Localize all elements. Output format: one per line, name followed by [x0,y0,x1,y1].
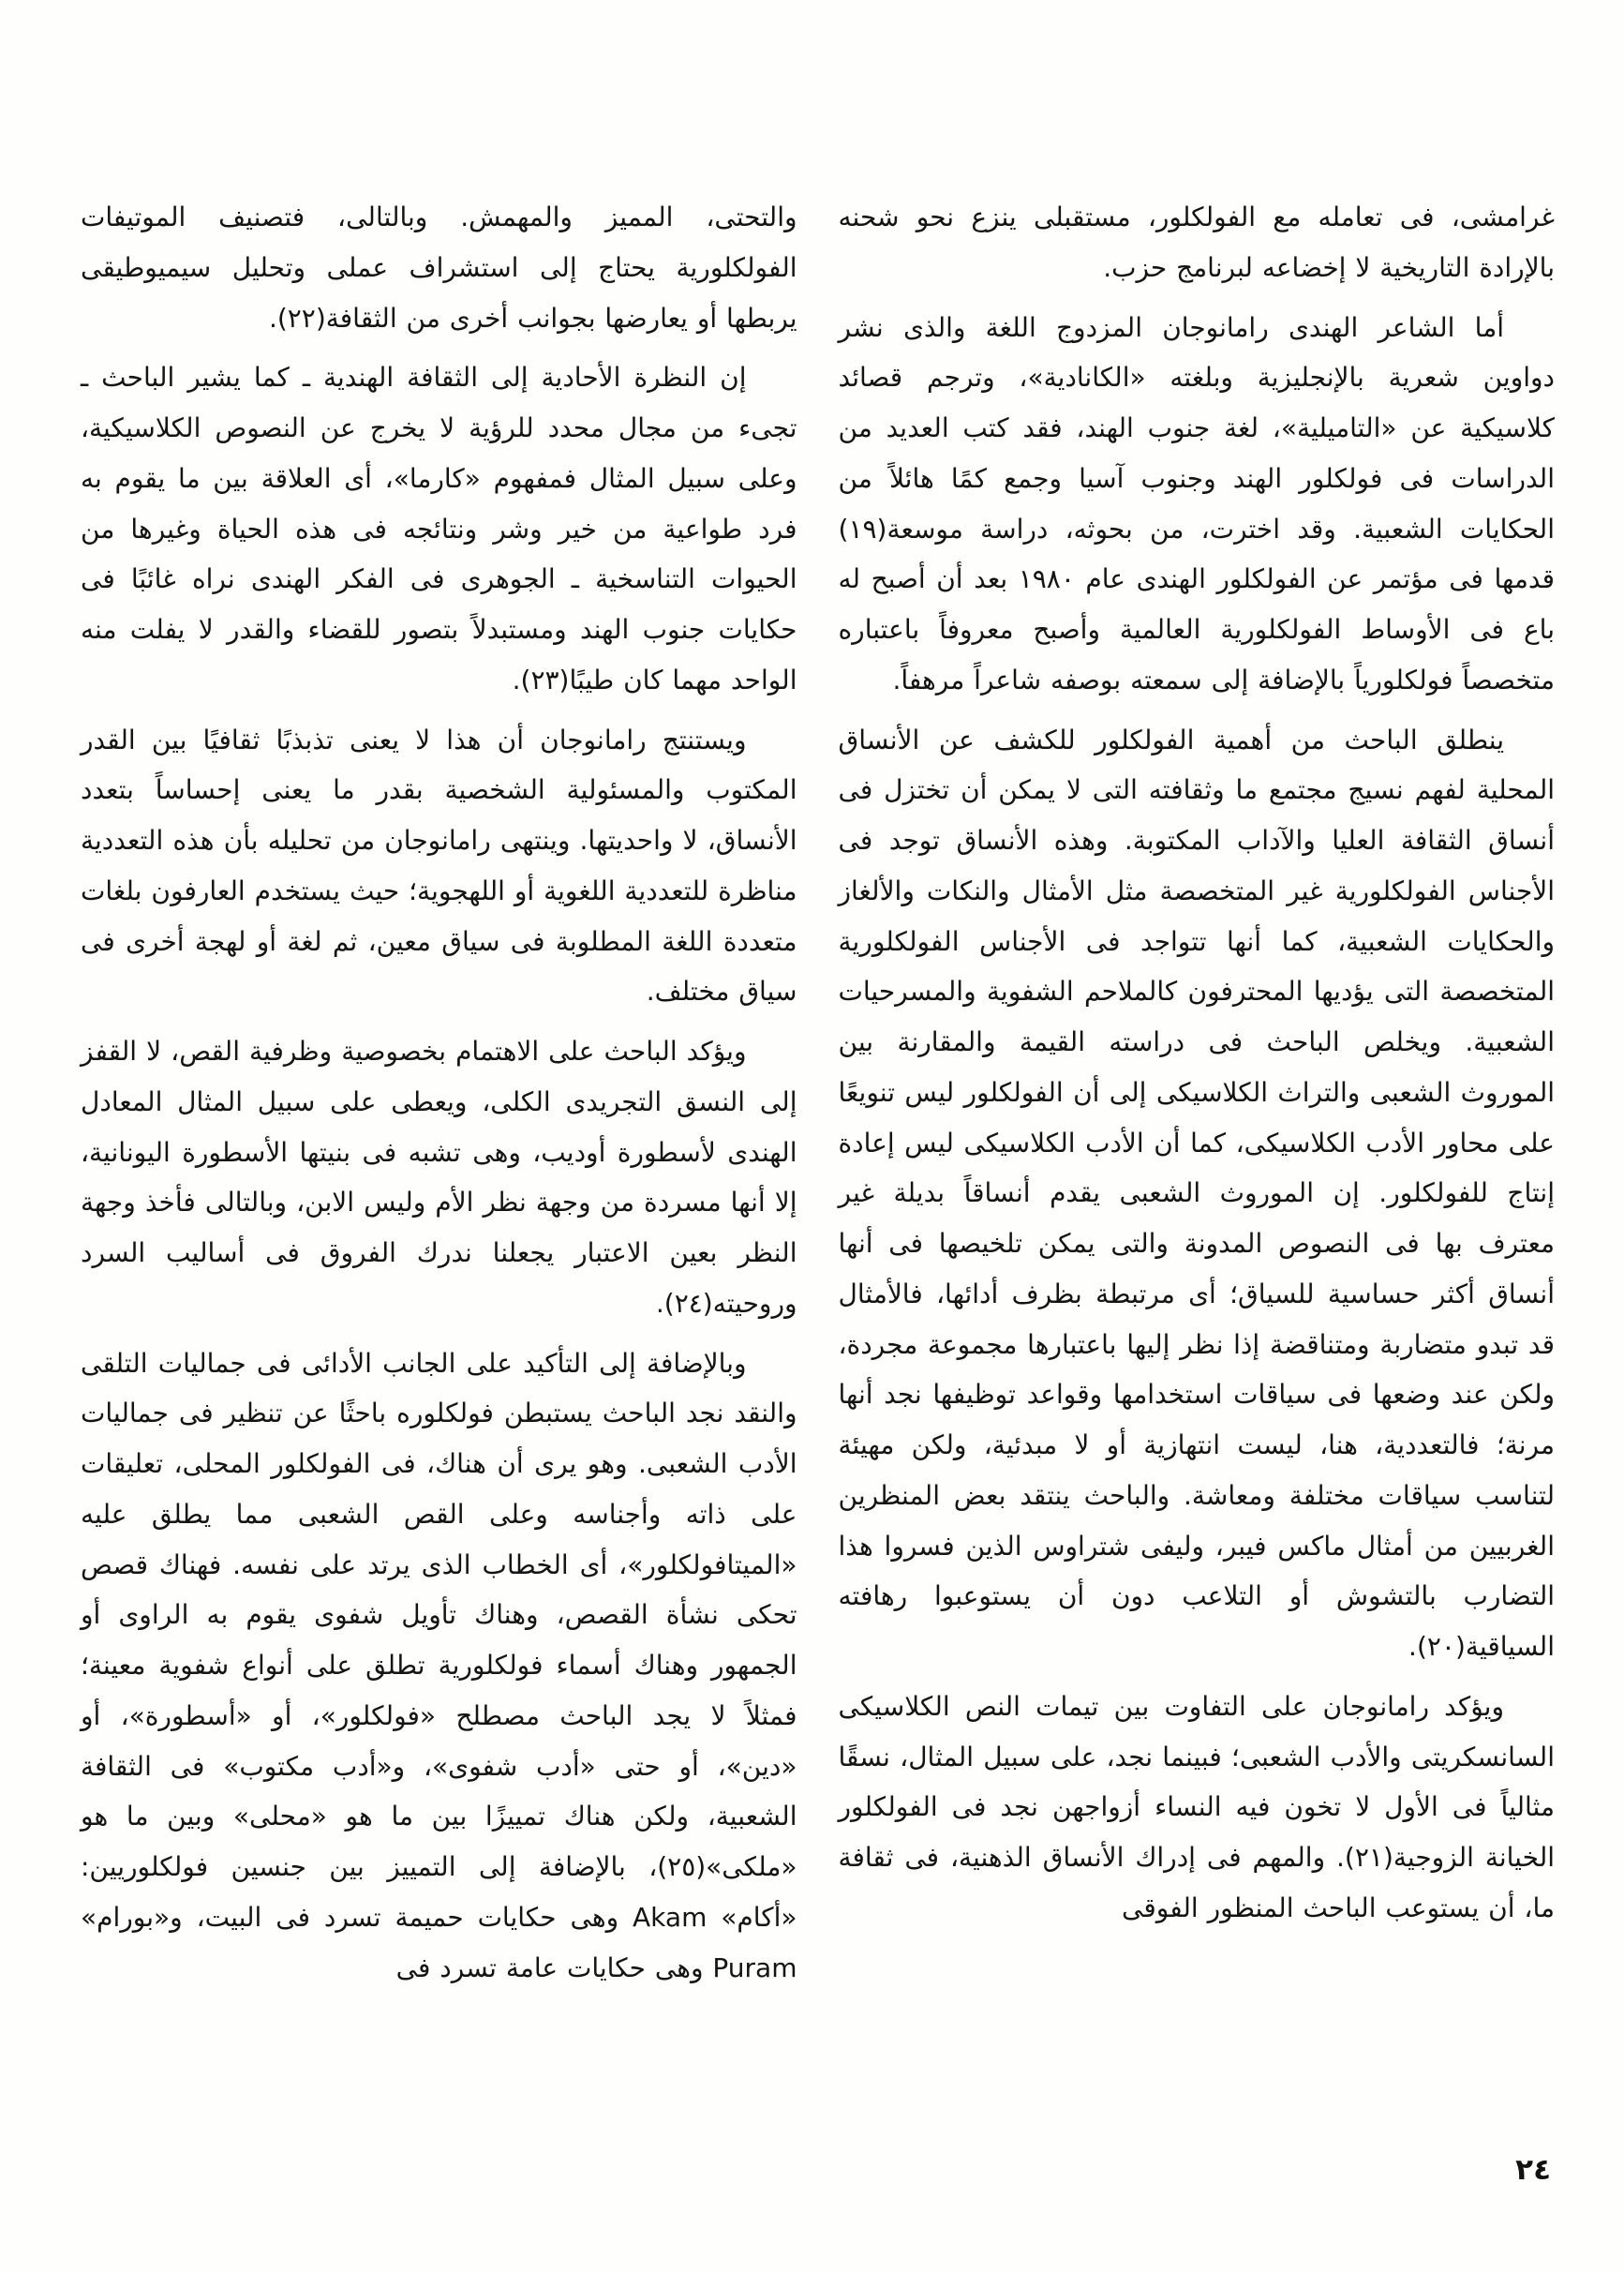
paragraph: وبالإضافة إلى التأكيد على الجانب الأدائى فى جماليات التلقى والنقد نجد الباحث يستبطن فولكلوره باحثًا عن تنظير فى جماليات الأدب الشعبى. وهو يرى أن هناك، فى الفولكلور المحلى، تعليقات على ذاته وأجناسه وعلى القص الشعبى مما يطلق عليه «الميتافولكلور»، أى الخطاب الذى يرتد على نفسه. فهناك قصص تحكى نشأة القصص، وهناك تأويل شفوى يقوم به الراوى أو الجمهور وهناك أسماء فولكلورية تطلق على أنواع شفوية معينة؛ فمثلاً لا يجد الباحث مصطلح «فولكلور»، أو «أسطورة»، أو «دين»، أو حتى «أدب شفوى»، و«أدب مكتوب» فى الثقافة الشعبية، ولكن هناك تمييزًا بين ما هو «محلى» وبين ما هو «ملكى»(٢٥)، بالإضافة إلى التمييز بين جنسين فولكلوريين: «أكام» Akam وهى حكايات حميمة تسرد فى البيت، و«بورام» Puram وهى حكايات عامة تسرد فى [81,1347,797,1983]
paragraph: ويؤكد الباحث على الاهتمام بخصوصية وظرفية القص، لا القفز إلى النسق التجريدى الكلى، ويعطى على سبيل المثال المعادل الهندى لأسطورة أوديب، وهى تشبه فى بنيتها الأسطورة اليونانية، إلا أنها مسردة من وجهة نظر الأم وليس الابن، وبالتالى فأخذ وجهة النظر بعين الاعتبار يجعلنا ندرك الفروق فى أساليب السرد وروحيته(٢٤). [81,1036,797,1319]
paragraph: والتحتى، المميز والمهمش. وبالتالى، فتصنيف الموتيفات الفولكلورية يحتاج إلى استشراف عملى وتحليل سيميوطيقى يربطها أو يعارضها بجوانب أخرى من الثقافة(٢٢). [81,202,797,334]
paragraph: ويؤكد رامانوجان على التفاوت بين تيمات النص الكلاسيكى السانسكريتى والأدب الشعبى؛ فبينما نجد، على سبيل المثال، نسقًا مثالياً فى الأول لا تخون فيه النساء أزواجهن نجد فى الفولكلور الخيانة الزوجية(٢١). والمهم فى إدراك الأنساق الذهنية، فى ثقافة ما، أن يستوعب الباحث المنظور الفوقى [838,1690,1556,1923]
page-number: ٢٤ [1515,2153,1551,2187]
paragraph: إن النظرة الأحادية إلى الثقافة الهندية ـ كما يشير الباحث ـ تجىء من مجال محدد للرؤية لا يخرج عن النصوص الكلاسيكية، وعلى سبيل المثال فمفهوم «كارما»، أى العلاقة بين ما يقوم به فرد طواعية من خير وشر ونتائجه فى هذه الحياة وغيرها من الحيوات التناسخية ـ الجوهرى فى الفكر الهندى نراه غائبًا فى حكايات جنوب الهند ومستبدلاً بتصور للقضاء والقدر لا يفلت منه الواحد مهما كان طيبًا(٢٣). [81,362,797,695]
paragraph: غرامشى، فى تعامله مع الفولكلور، مستقبلى ينزع نحو شحنه بالإرادة التاريخية لا إخضاعه لبرنامج حزب. [838,202,1555,283]
paragraph: أما الشاعر الهندى رامانوجان المزدوج اللغة والذى نشر دواوين شعرية بالإنجليزية وبلغته «الكانادية»، وترجم قصائد كلاسيكية عن «التاميلية»، لغة جنوب الهند، فقد كتب العديد من الدراسات فى فولكلور الهند وجنوب آسيا وجمع كمًا هائلاً من الحكايات الشعبية. وقد اخترت، من بحوثه، دراسة موسعة(١٩) قدمها فى مؤتمر عن الفولكلور الهندى عام ١٩٨٠ بعد أن أصبح له باع فى الأوساط الفولكلورية العالمية وأصبح معروفاً باعتباره متخصصاً فولكلورياً بالإضافة إلى سمعته بوصفه شاعراً مرهفاً. [838,311,1556,695]
column-left [81,192,797,2002]
paragraph: ويستنتج رامانوجان أن هذا لا يعنى تذبذبًا ثقافيًا بين القدر المكتوب والمسئولية الشخصية بقدر ما يعنى إحساساً بتعدد الأنساق، لا واحديتها. وينتهى رامانوجان من تحليله بأن هذه التعددية مناظرة للتعددية اللغوية أو اللهجوية؛ حيث يستخدم العارفون بلغات متعددة اللغة المطلوبة فى سياق معين، ثم لغة أو لهجة أخرى فى سياق مختلف. [81,724,797,1008]
text-columns [81,192,1555,2002]
paragraph: ينطلق الباحث من أهمية الفولكلور للكشف عن الأنساق المحلية لفهم نسيج مجتمع ما وثقافته التى لا يمكن أن تختزل فى أنساق الثقافة العليا والآداب المكتوبة. وهذه الأنساق توجد فى الأجناس الفولكلورية غير المتخصصة مثل الأمثال والنكات والألغاز والحكايات الشعبية، كما أنها تتواجد فى الأجناس الفولكلورية المتخصصة التى يؤديها المحترفون كالملاحم الشفوية والمسرحيات الشعبية. ويخلص الباحث فى دراسته القيمة والمقارنة بين الموروث الشعبى والتراث الكلاسيكى إلى أن الفولكلور ليس تنويعًا على محاور الأدب الكلاسيكى، كما أن الأدب الكلاسيكى ليس إعادة إنتاج للفولكلور. إن الموروث الشعبى يقدم أنساقاً بديلة غير معترف بها فى النصوص المدونة والتى يمكن تلخيصها فى أنها أنساق أكثر حساسية للسياق؛ أى مرتبطة بظرف أدائها، فالأمثال قد تبدو متضاربة ومتناقضة إذا نظر إليها باعتبارها مجموعة مجردة، ولكن عند وضعها فى سياقات استخدامها وقواعد توظيفها نجد أنها مرنة؛ فالتعددية، هنا، ليست انتهازية أو لا مبدئية، ولكن مهيئة لتناسب سياقات مختلفة ومعاشة. والباحث ينتقد بعض المنظرين الغربيين من أمثال ماكس فيبر، وليفى شتراوس الذين فسروا هذا التضارب بالتشوش أو التلاعب دون أن يستوعبوا رهافته السياقية(٢٠). [838,724,1555,1662]
column-right [839,192,1556,2002]
